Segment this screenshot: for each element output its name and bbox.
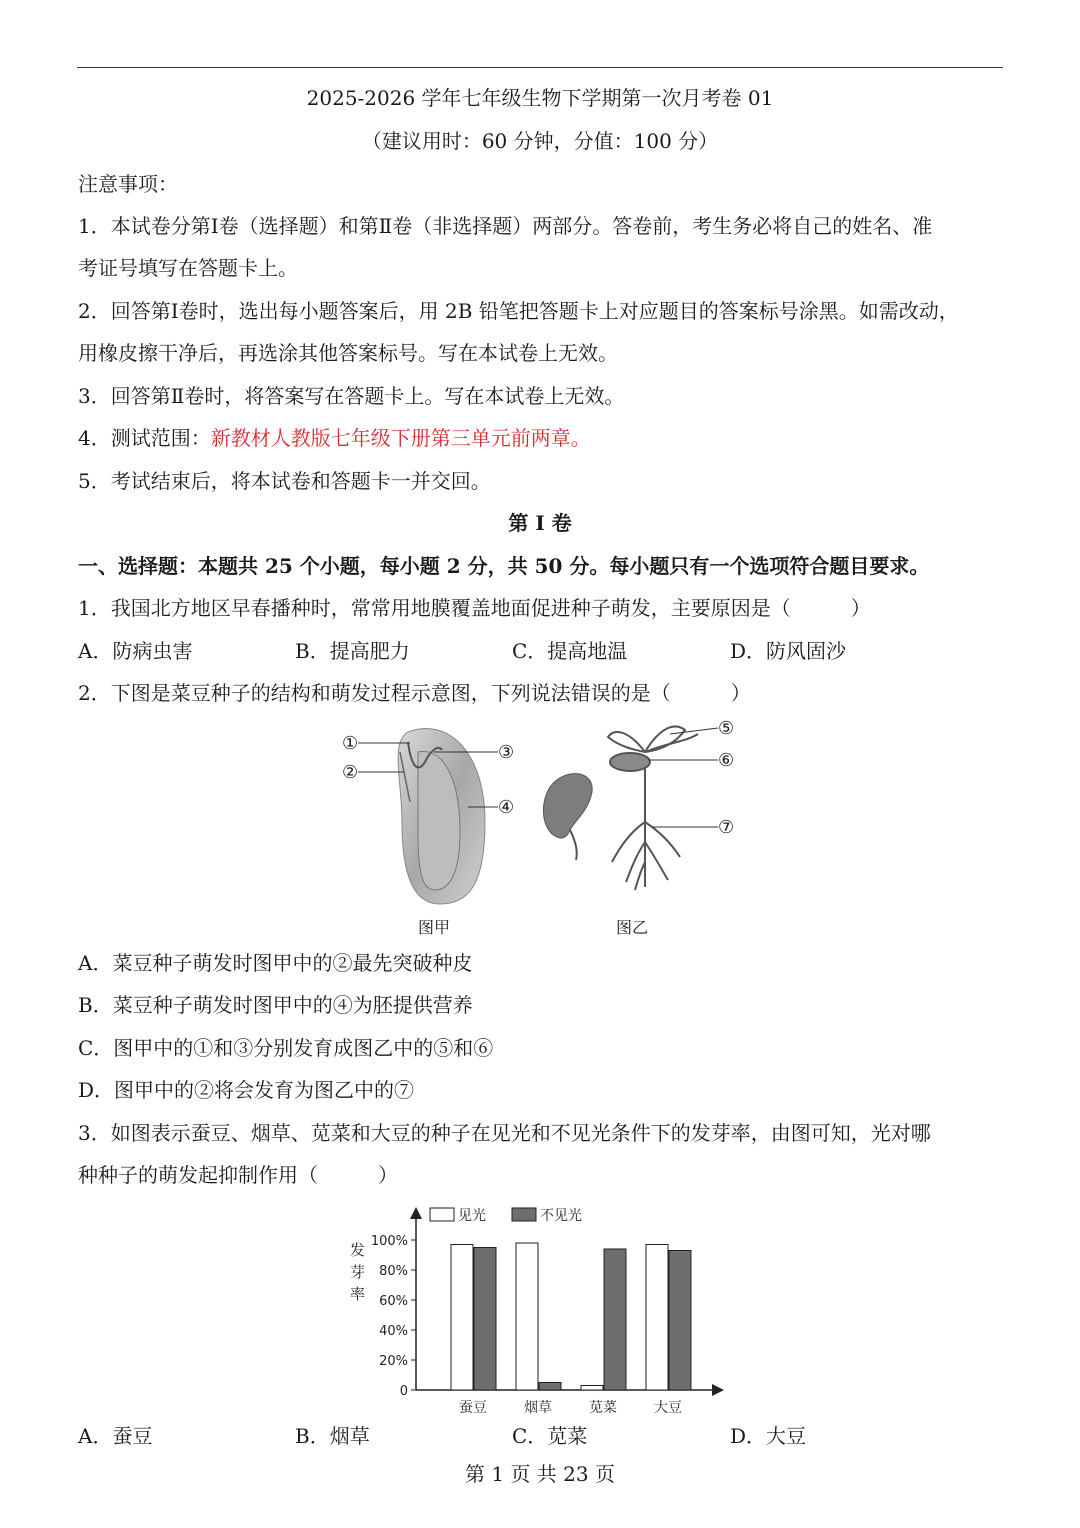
exam-subtitle: （建议用时：60 分钟，分值：100 分）: [361, 129, 719, 153]
legend-dark: 不见光: [540, 1208, 582, 1224]
note-2-line-1: 2．回答第Ⅰ卷时，选出每小题答案后，用 2B 铅笔把答题卡上对应题目的答案标号涂黑。如需改动，: [78, 299, 959, 323]
note-4-prefix: 4．测试范围：: [78, 426, 211, 450]
y-tick-label: 60%: [379, 1294, 408, 1309]
bar-light: [581, 1386, 603, 1391]
q3-stem-line-1: 3．如图表示蚕豆、烟草、苋菜和大豆的种子在见光和不见光条件下的发芽率，由图可知，光对哪: [78, 1121, 931, 1145]
volume-title: 第 I 卷: [508, 511, 572, 535]
exam-title: 2025-2026 学年七年级生物下学期第一次月考卷 01: [306, 86, 774, 110]
bar-light: [516, 1243, 538, 1390]
bar-dark: [604, 1249, 626, 1390]
y-tick-label: 100%: [370, 1234, 408, 1249]
q3-option-a: A．蚕豆: [78, 1424, 153, 1448]
note-4-range: 新教材人教版七年级下册第三单元前两章。: [210, 426, 591, 450]
germinating-seed: [543, 774, 592, 860]
q2-option-c: C．图甲中的①和③分别发育成图乙中的⑤和⑥: [78, 1036, 494, 1060]
bar-dark: [669, 1251, 691, 1391]
q3-option-b: B．烟草: [295, 1424, 370, 1448]
note-5: 5．考试结束后，将本试卷和答题卡一并交回。: [78, 469, 491, 493]
q1-stem: 1．我国北方地区早春播种时，常常用地膜覆盖地面促进种子萌发，主要原因是（ ）: [78, 596, 871, 620]
q1-option-a: A．防病虫害: [78, 639, 193, 663]
q2-option-a: A．菜豆种子萌发时图甲中的②最先突破种皮: [78, 951, 473, 975]
q2-stem: 2．下图是菜豆种子的结构和萌发过程示意图，下列说法错误的是（ ）: [78, 681, 751, 705]
q1-option-d: D．防风固沙: [730, 639, 847, 663]
germination-chart: [330, 1195, 730, 1420]
y-ticks: [371, 1234, 416, 1399]
marker-3: ③: [498, 742, 515, 763]
category-label: 大豆: [654, 1400, 682, 1416]
legend-light: 见光: [458, 1208, 486, 1224]
section-heading: 一、选择题：本题共 25 个小题，每小题 2 分，共 50 分。每小题只有一个选项符合题目要求。: [78, 554, 930, 578]
marker-7: ⑦: [718, 817, 735, 838]
page-footer: 第 1 页 共 23 页: [465, 1462, 615, 1486]
bean-seed-figure: [330, 712, 750, 942]
note-3: 3．回答第Ⅱ卷时，将答案写在答题卡上。写在本试卷上无效。: [78, 384, 625, 408]
seedling: [608, 726, 698, 890]
category-label: 苋菜: [589, 1400, 617, 1416]
q3-stem-line-2: 种种子的萌发起抑制作用（ ）: [78, 1163, 398, 1187]
bar-light: [451, 1245, 473, 1391]
y-tick-label: 40%: [379, 1324, 408, 1339]
category-label: 蚕豆: [459, 1400, 487, 1416]
y-tick-label: 0: [399, 1384, 408, 1399]
marker-5: ⑤: [718, 718, 735, 739]
q2-option-d: D．图甲中的②将会发育为图乙中的⑦: [78, 1078, 415, 1102]
seed-cross-section: [398, 729, 485, 904]
figure-b-label: 图乙: [616, 918, 649, 937]
header-rule: [77, 67, 1003, 68]
y-tick-label: 80%: [379, 1264, 408, 1279]
seedling-markers: [648, 728, 718, 827]
note-1-line-2: 考证号填写在答题卡上。: [78, 256, 298, 280]
legend: [430, 1207, 582, 1224]
q3-option-c: C．苋菜: [512, 1424, 588, 1448]
category-labels: [459, 1399, 682, 1416]
bar-light: [646, 1245, 668, 1391]
category-label: 烟草: [524, 1400, 552, 1416]
marker-1: ①: [342, 733, 359, 754]
y-axis-label: 发芽率: [350, 1241, 366, 1303]
marker-6: ⑥: [718, 750, 735, 771]
note-4: [78, 424, 591, 452]
y-tick-label: 20%: [379, 1354, 408, 1369]
figure-a-label: 图甲: [418, 918, 451, 937]
marker-4: ④: [498, 797, 515, 818]
note-1-line-1: 1．本试卷分第Ⅰ卷（选择题）和第Ⅱ卷（非选择题）两部分。答卷前，考生务必将自己的姓名、准: [78, 214, 933, 238]
legend-swatch-dark: [512, 1208, 536, 1221]
y-axis-title: [350, 1241, 365, 1303]
q1-option-b: B．提高肥力: [295, 639, 410, 663]
bars: [451, 1243, 691, 1390]
notes-heading: 注意事项：: [78, 172, 178, 196]
legend-swatch-light: [430, 1208, 454, 1221]
bar-dark: [539, 1383, 561, 1391]
q3-option-d: D．大豆: [730, 1424, 807, 1448]
q1-option-c: C．提高地温: [512, 639, 628, 663]
note-2-line-2: 用橡皮擦干净后，再选涂其他答案标号。写在本试卷上无效。: [78, 341, 618, 365]
bar-dark: [474, 1248, 496, 1391]
marker-2: ②: [342, 762, 359, 783]
q2-option-b: B．菜豆种子萌发时图甲中的④为胚提供营养: [78, 993, 473, 1017]
